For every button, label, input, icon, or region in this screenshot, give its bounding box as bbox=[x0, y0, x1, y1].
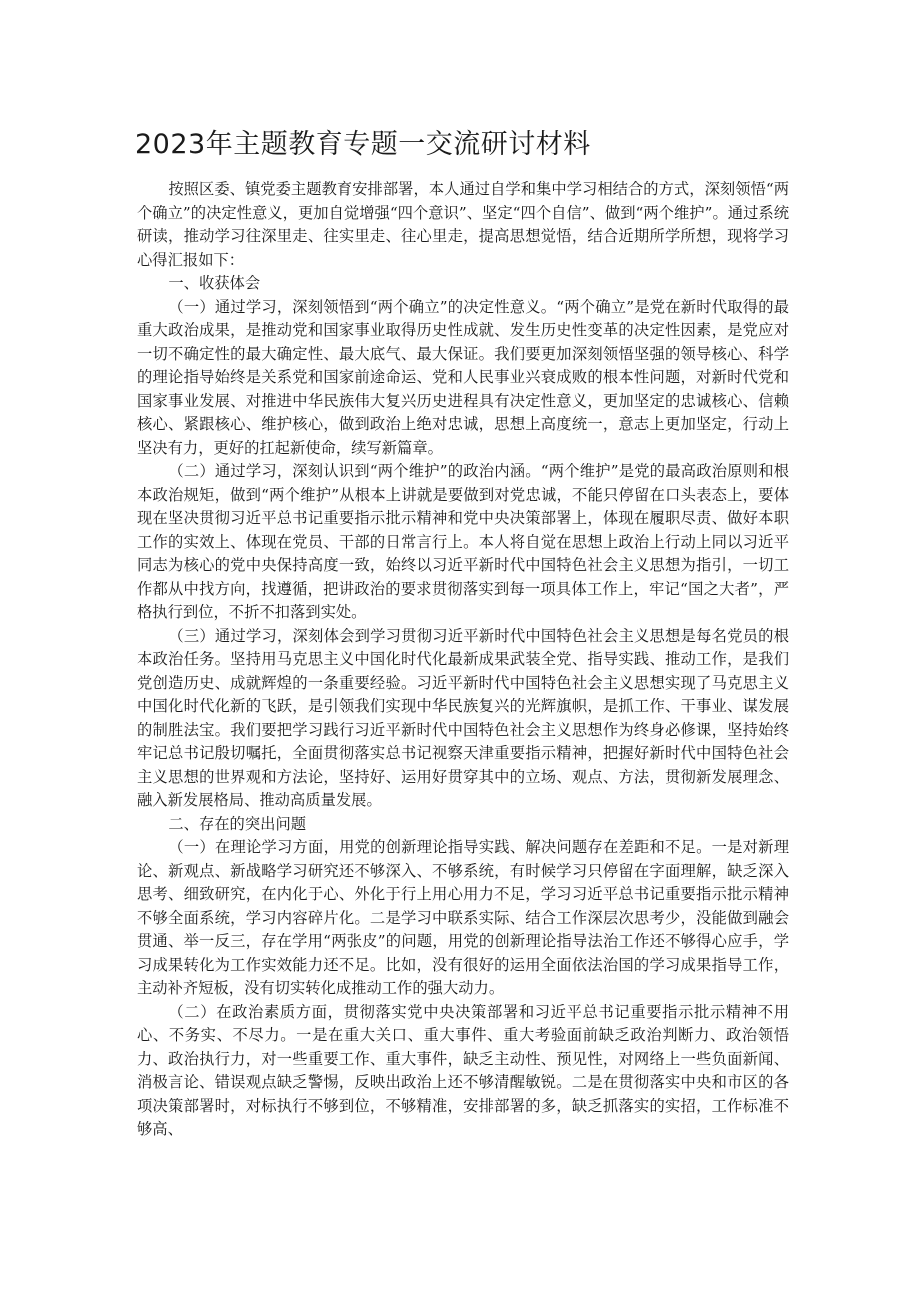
paragraph: （一）在理论学习方面，用党的创新理论指导实践、解决问题存在差距和不足。一是对新理论、新观点、新战略学习研究还不够深入、不够系统，有时候学习只停留在字面理解，缺乏深入思考、细致研究，在内化于心、外化于行上用心用力不足，学习习近平总书记重要指示批示精神不够全面系统，学习内容碎片化。二是学习中联系实际、结合工作深层次思考少，没能做到融会贯通、举一反三，存在学用“两张皮”的问题，用党的创新理论指导法治工作还不够得心应手，学习成果转化为工作实效能力还不足。比如，没有很好的运用全面依法治国的学习成果指导工作，主动补齐短板，没有切实转化成推动工作的强大动力。 bbox=[137, 838, 789, 997]
section-heading-problems: 二、存在的突出问题 bbox=[168, 814, 307, 833]
section-heading-gains: 一、收获体会 bbox=[168, 274, 261, 292]
paragraph: （二）在政治素质方面，贯彻落实党中央决策部署和习近平总书记重要指示批示精神不用心、不务实、不尽力。一是在重大关口、重大事件、重大考验面前缺乏政治判断力、政治领悟力、政治执行力，对一些重要工作、重大事件，缺乏主动性、预见性，对网络上一些负面新闻、消极言论、错误观点缺乏警惕，反映出政治上还不够清醒敏锐。二是在贯彻落实中央和市区的各项决策部署时，对标执行不够到位，不够精准，安排部署的多，缺乏抓落实的实招，工作标准不够高、 bbox=[137, 1002, 789, 1138]
document-title: 2023年主题教育专题一交流研讨材料 bbox=[135, 129, 591, 160]
paragraph: （三）通过学习，深刻体会到学习贯彻习近平新时代中国特色社会主义思想是每名党员的根本政治任务。坚持用马克思主义中国化时代化最新成果武装全党、指导实践、推动工作，是我们党创造历史、成就辉煌的一条重要经验。习近平新时代中国特色社会主义思想实现了马克思主义中国化时代化新的飞跃，是引领我们实现中华民族复兴的光辉旗帜，是抓工作、干事业、谋发展的制胜法宝。我们要把学习践行习近平新时代中国特色社会主义思想作为终身必修课，坚持始终牢记总书记殷切嘱托，全面贯彻落实总书记视察天津重要指示精神，把握好新时代中国特色社会主义思想的世界观和方法论，坚持好、运用好贯穿其中的立场、观点、方法，贯彻新发展理念、融入新发展格局、推动高质量发展。 bbox=[137, 626, 789, 809]
intro-paragraph: 按照区委、镇党委主题教育安排部署，本人通过自学和集中学习相结合的方式，深刻领悟“两个确立”的决定性意义，更加自觉增强“四个意识”、坚定“四个自信”、做到“两个维护”。通过系统研读，推动学习往深里走、往实里走、往心里走，提高思想觉悟，结合近期所学所想，现将学习心得汇报如下： bbox=[137, 180, 789, 269]
paragraph: （一）通过学习，深刻领悟到“两个确立”的决定性意义。“两个确立”是党在新时代取得的最重大政治成果，是推动党和国家事业取得历史性成就、发生历史性变革的决定性因素，是党应对一切不确定性的最大确定性、最大底气、最大保证。我们要更加深刻领悟坚强的领导核心、科学的理论指导始终是关系党和国家前途命运、党和人民事业兴衰成败的根本性问题，对新时代党和国家事业发展、对推进中华民族伟大复兴历史进程具有决定性意义，更加坚定的忠诚核心、信赖核心、紧跟核心、维护核心，做到政治上绝对忠诚，思想上高度统一，意志上更加坚定，行动上坚决有力，更好的扛起新使命，续写新篇章。 bbox=[137, 297, 789, 457]
paragraph: （二）通过学习，深刻认识到“两个维护”的政治内涵。“两个维护”是党的最高政治原则和根本政治规矩，做到“两个维护”从根本上讲就是要做到对党忠诚，不能只停留在口头表态上，要体现在坚决贯彻习近平总书记重要指示批示精神和党中央决策部署上，体现在履职尽责、做好本职工作的实效上、体现在党员、干部的日常言行上。本人将自觉在思想上政治上行动上同以习近平同志为核心的党中央保持高度一致，始终以习近平新时代中国特色社会主义思想为指引，一切工作都从中找方向，找遵循，把讲政治的要求贯彻落实到每一项具体工作上，牢记“国之大者”，严格执行到位，不折不扣落到实处。 bbox=[137, 462, 789, 621]
document-page bbox=[137, 126, 789, 1142]
